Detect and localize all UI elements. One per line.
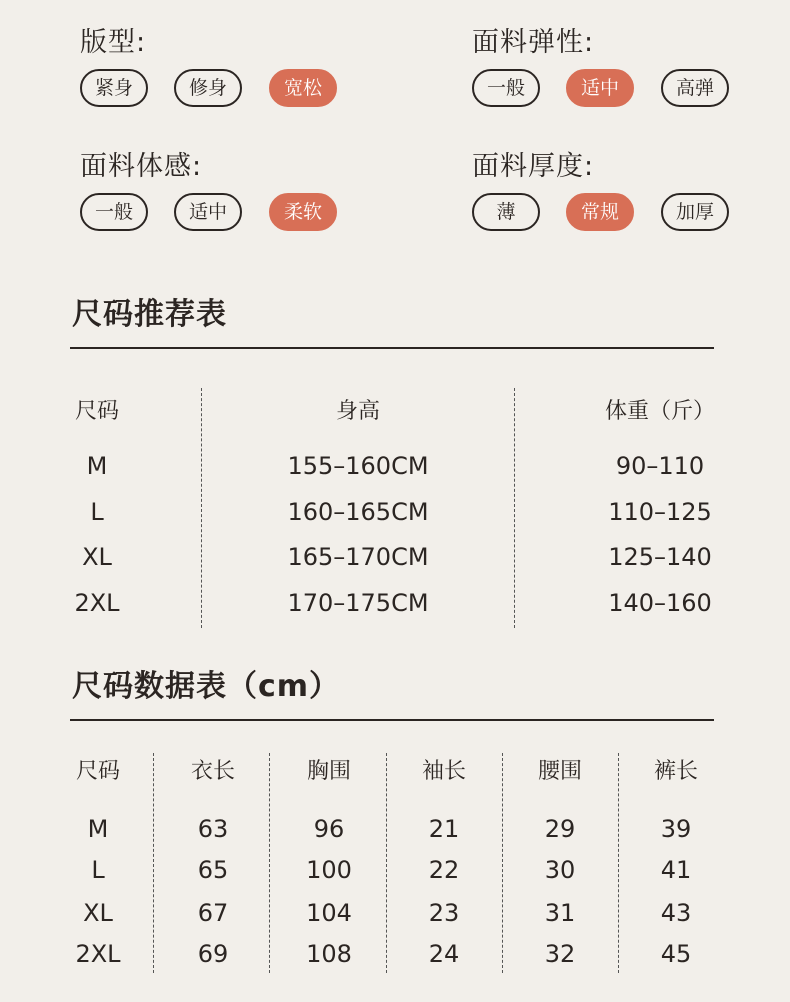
attr-thickness [472, 152, 772, 237]
option-feel-soft-selected[interactable]: 柔软 [269, 193, 337, 231]
sizes-cell: 67 [197, 899, 229, 927]
sizes-cell: 96 [313, 815, 345, 843]
sizes-cell: 21 [428, 815, 460, 843]
option-thin[interactable]: 薄 [472, 193, 540, 231]
recommend-row-height: 160–165CM [287, 498, 429, 526]
recommend-row-weight: 140–160 [608, 589, 712, 617]
recommend-col-divider [201, 388, 202, 628]
sizes-cell: 32 [544, 940, 576, 968]
sizes-cell: 31 [544, 899, 576, 927]
attr-fit-title: 版型: [80, 27, 147, 58]
attr-thickness-title: 面料厚度: [472, 151, 595, 182]
recommend-row-weight: 90–110 [615, 452, 705, 480]
sizes-cell: 69 [197, 940, 229, 968]
recommend-header-weight: 体重（斤） [604, 399, 715, 424]
option-loose-selected[interactable]: 宽松 [269, 69, 337, 107]
sizes-cell: 22 [428, 856, 460, 884]
attr-fit-options [80, 69, 380, 109]
sizes-cell: 2XL [75, 940, 121, 968]
sizes-cell: 63 [197, 815, 229, 843]
option-regular-selected[interactable]: 常规 [566, 193, 634, 231]
option-elasticity-high[interactable]: 高弹 [661, 69, 729, 107]
option-feel-normal[interactable]: 一般 [80, 193, 148, 231]
sizes-cell: 29 [544, 815, 576, 843]
recommend-row-size: M [86, 452, 108, 480]
sizes-header-size: 尺码 [75, 759, 120, 784]
recommend-col-divider [514, 388, 515, 628]
recommend-row-weight: 110–125 [608, 498, 712, 526]
option-elasticity-moderate-selected[interactable]: 适中 [566, 69, 634, 107]
sizes-col-divider [618, 753, 619, 973]
sizes-cell: 30 [544, 856, 576, 884]
option-feel-moderate[interactable]: 适中 [174, 193, 242, 231]
sizes-cell: L [91, 856, 105, 884]
sizes-col-divider [502, 753, 503, 973]
attr-thickness-options [472, 193, 772, 233]
recommend-row-size: 2XL [74, 589, 120, 617]
recommend-row-height: 165–170CM [287, 543, 429, 571]
option-elasticity-normal[interactable]: 一般 [472, 69, 540, 107]
sizes-col-divider [153, 753, 154, 973]
attr-elasticity-title: 面料弹性: [472, 27, 595, 58]
recommend-row-size: L [90, 498, 104, 526]
sizes-cell: 41 [660, 856, 692, 884]
attr-elasticity-options [472, 69, 772, 109]
attr-fit [80, 28, 380, 113]
sizes-cell: 65 [197, 856, 229, 884]
sizes-header-sleeve: 袖长 [421, 759, 466, 784]
sizes-cell: 43 [660, 899, 692, 927]
sizes-cell: M [87, 815, 109, 843]
sizes-cell: 24 [428, 940, 460, 968]
sizes-col-divider [269, 753, 270, 973]
sizes-cell: 104 [306, 899, 352, 927]
sizes-cell: XL [83, 899, 113, 927]
recommend-title: 尺码推荐表 [72, 297, 227, 332]
recommend-row-size: XL [82, 543, 112, 571]
recommend-header-height: 身高 [335, 399, 380, 424]
attr-feel [80, 152, 380, 237]
recommend-row-height: 155–160CM [287, 452, 429, 480]
sizes-title: 尺码数据表（cm） [72, 669, 341, 704]
recommend-divider [70, 347, 714, 349]
sizes-cell: 100 [306, 856, 352, 884]
sizes-col-divider [386, 753, 387, 973]
sizes-header-pants-length: 裤长 [653, 759, 698, 784]
sizes-header-waist: 腰围 [537, 759, 582, 784]
attr-feel-options [80, 193, 380, 233]
sizes-header-chest: 胸围 [306, 759, 351, 784]
attr-elasticity [472, 28, 772, 113]
sizes-header-length: 衣长 [190, 759, 235, 784]
recommend-row-weight: 125–140 [608, 543, 712, 571]
option-slim[interactable]: 修身 [174, 69, 242, 107]
sizes-divider [70, 719, 714, 721]
sizes-cell: 23 [428, 899, 460, 927]
attr-feel-title: 面料体感: [80, 151, 203, 182]
sizes-cell: 45 [660, 940, 692, 968]
recommend-header-size: 尺码 [74, 399, 119, 424]
sizes-cell: 108 [306, 940, 352, 968]
recommend-row-height: 170–175CM [287, 589, 429, 617]
sizes-cell: 39 [660, 815, 692, 843]
option-thick[interactable]: 加厚 [661, 193, 729, 231]
option-tight[interactable]: 紧身 [80, 69, 148, 107]
